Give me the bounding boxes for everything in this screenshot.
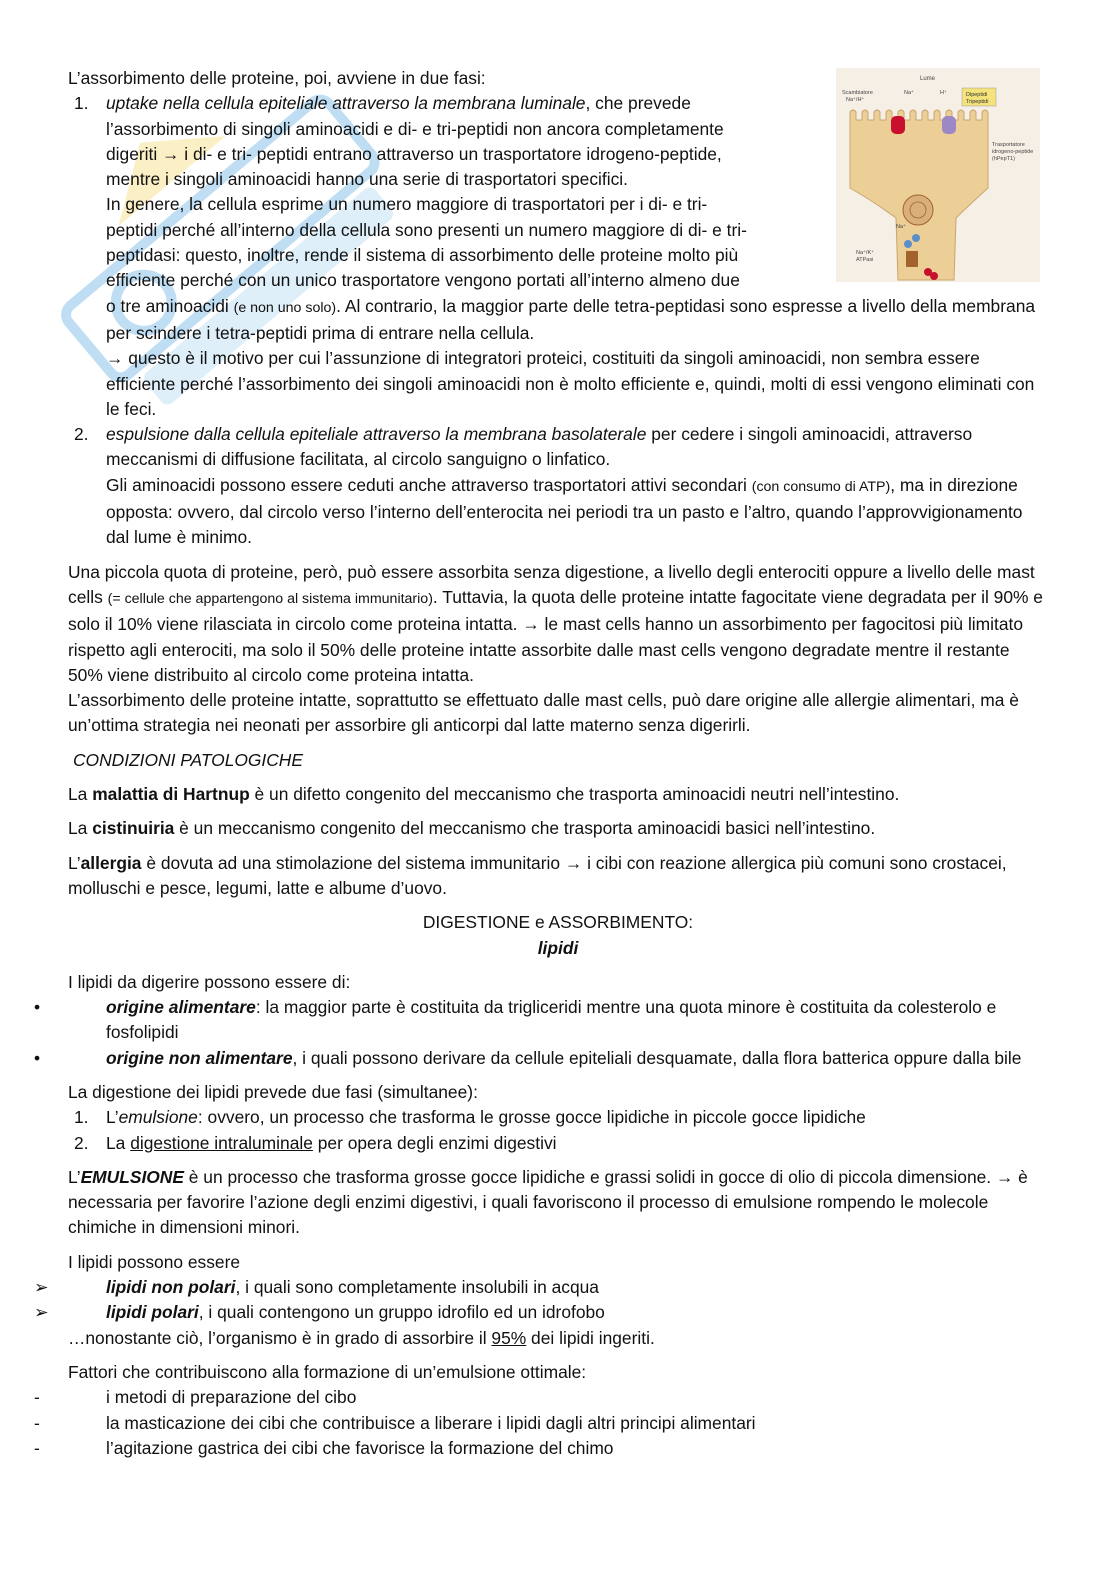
bullet-text: , i quali possono derivare da cellule epiteliali desquamate, dalla flora batterica oppure dalla bile (292, 1047, 1022, 1068)
item1-line: peptidasi: questo, inoltre, rende il sistema di assorbimento delle proteine molto più (106, 245, 739, 266)
section-heading-pathologies (68, 748, 1048, 773)
paragraph-text: è un meccanismo congenito del meccanismo che trasporta aminoacidi basici nell’intestino. (174, 818, 876, 839)
paragraph-text: . Tuttavia, la quota delle proteine intatte fagocitate viene degradata per il 90% e solo il 10% viene rilasciata in circolo come proteina intatta. → le mast cells hanno un assorbimento per fagocitosi più limitato rispetto agli enterociti, ma solo il 50% delle proteine intatte assorbite dalle mast cells vengono degradate mentre il restante 50% viene distribuito al circolo come proteina intatta. (68, 586, 1043, 685)
item-text: , i quali contengono un gruppo idrofilo ed un idrofobo (198, 1302, 605, 1323)
item2-text: Gli aminoacidi possono essere ceduti anche attraverso trasportatori attivi secondari (106, 474, 752, 495)
dash-bullet: - (34, 1412, 40, 1433)
paragraph-text: dei lipidi ingeriti. (526, 1327, 655, 1348)
label-trasportatore: Trasportatore (992, 142, 1025, 148)
paragraph-small-text: (= cellule che appartengono al sistema immunitario) (107, 590, 433, 607)
item1-text: o tre aminoacidi (106, 295, 234, 316)
paragraph-text: …nonostante ciò, l’organismo è in grado di assorbire il (68, 1327, 492, 1348)
item-text: i metodi di preparazione del cibo (106, 1387, 357, 1408)
item2-body (68, 473, 1048, 551)
item1-line: efficiente perché con un unico trasportatore vengono portati all’interno almeno due (106, 270, 740, 291)
underlined-percentage: 95% (491, 1327, 527, 1348)
label-scambiatore-ions: Na⁺/H⁺ (846, 97, 865, 103)
emulsion-paragraph (68, 1165, 1048, 1241)
paragraph-text: Una piccola quota di proteine, però, può essere assorbita senza digestione, a livello degli enterociti oppure a livello delle mast cells (68, 561, 1035, 607)
bold-term: cistinuiria (92, 818, 175, 839)
item-text: l’agitazione gastrica dei cibi che favorisce la formazione del chimo (106, 1437, 614, 1458)
section-title: DIGESTIONE e ASSORBIMENTO: (422, 912, 694, 933)
dash-bullet: - (34, 1387, 40, 1408)
list-item-2 (68, 422, 1048, 473)
item1-title: uptake nella cellula epiteliale attraverso la membrana luminale (106, 93, 586, 114)
paragraph-text: La (68, 784, 93, 805)
paragraph-text: L’ (68, 1166, 81, 1187)
bold-term: malattia di Hartnup (92, 784, 250, 805)
bold-term: lipidi polari (106, 1302, 199, 1323)
absorption-rate-line (68, 1326, 1048, 1351)
item1-title-rest: , che prevede (585, 93, 691, 114)
label-scambiatore: Scambiatore (842, 90, 873, 96)
item-text: per opera degli enzimi digestivi (312, 1132, 557, 1153)
list-item-1-line-1 (68, 91, 1048, 116)
item-text: , i quali sono completamente insolubili in acqua (235, 1277, 599, 1298)
bold-term: lipidi non polari (106, 1277, 236, 1298)
label-dipeptidi: Dipeptidi (966, 92, 988, 98)
item1-body (68, 117, 1048, 423)
item2-rest: per cedere i singoli aminoacidi, attraverso meccanismi di diffusione facilitata, al circolo sanguigno o linfatico. (106, 424, 973, 470)
label-atpasi: ATPasi (856, 257, 874, 263)
section-subtitle (68, 936, 1048, 961)
factors-intro: Fattori che contribuiscono alla formazione di un’emulsione ottimale: (68, 1361, 587, 1382)
item2-text: , ma in direzione opposta: ovvero, dal circolo verso l’interno dell’enterocita nei periodi tra un pasto e l’altro, quando l’approvvigionamento dal lume è minimo. (106, 474, 1023, 548)
item2-title: espulsione dalla cellula epiteliale attraverso la membrana basolaterale (106, 424, 647, 445)
paragraph-text: L’ (68, 852, 81, 873)
cistinuria-paragraph (68, 816, 1048, 841)
label-na-basal: Na⁺ (896, 224, 906, 230)
underlined-term: digestione intraluminale (130, 1132, 313, 1153)
arrow-item (34, 1300, 1048, 1325)
digestion-phases-intro: La digestione dei lipidi prevede due fasi (simultanee): (68, 1081, 478, 1102)
item1-paragraph (106, 294, 1048, 347)
hartnup-paragraph (68, 782, 1048, 807)
item-text: : ovvero, un processo che trasforma le grosse gocce lipidiche in piccole gocce lipidiche (197, 1107, 866, 1128)
item1-text: . Al contrario, la maggior parte delle tetra-peptidasi sono espresse a livello della membrana per scindere i tetra-peptidi prima di entrare nella cellula. (106, 295, 1036, 343)
lipid-types-intro: I lipidi possono essere (68, 1251, 241, 1272)
label-h-top: H⁺ (940, 90, 947, 96)
heading-text: CONDIZIONI PATOLOGICHE (73, 749, 303, 770)
item1-line: peptidi perché all’interno della cellula sono presenti un numero maggiore di di- e tri- (106, 219, 747, 240)
paragraph-text: è un difetto congenito del meccanismo che trasporta aminoacidi neutri nell’intestino. (249, 784, 900, 805)
lipids-intro: I lipidi da digerire possono essere di: (68, 971, 351, 992)
bullet-text: : la maggior parte è costituita da trigliceridi mentre una quota minore è costituita da colesterolo e fosfolipidi (106, 997, 997, 1043)
dash-item (34, 1385, 1048, 1410)
item-text: la masticazione dei cibi che contribuisce a liberare i lipidi dagli altri principi alimentari (106, 1412, 756, 1433)
label-idrogeno-peptide: idrogeno-peptide (992, 149, 1034, 155)
document-body (34, 66, 1048, 1461)
dash-item (34, 1411, 1048, 1436)
item-text: La (106, 1132, 131, 1153)
list-number: 2. (74, 1132, 89, 1153)
bullet-item (34, 1046, 1048, 1071)
item1-small-text: (e non uno solo) (233, 299, 337, 316)
list-number: 2. (74, 424, 89, 445)
bullet-icon: • (34, 1047, 41, 1068)
intro-paragraph: L’assorbimento delle proteine, poi, avviene in due fasi: (68, 68, 486, 88)
phase-item-1 (68, 1105, 1048, 1130)
dash-item (34, 1436, 1048, 1461)
bullet-icon: • (34, 997, 41, 1018)
allergy-origin-paragraph: L’assorbimento delle proteine intatte, soprattutto se effettuato dalle mast cells, può dare origine alle allergie alimentari, ma è un’ottima strategia nei neonati per assorbire gli anticorpi dal latte materno senza digerirli. (68, 690, 1019, 736)
paragraph-text: è un processo che trasforma grosse gocce lipidiche e grassi solidi in gocce di olio di piccola dimensione. → è necessaria per favorire l’azione degli enzimi digestivi, i quali favoriscono il processo di emulsione rompendo le molecole chimiche in dimensioni minori. (68, 1166, 1028, 1238)
list-number: 1. (74, 93, 89, 114)
label-na-k: Na⁺/K⁺ (856, 250, 875, 256)
item1-line: In genere, la cellula esprime un numero maggiore di trasportatori per i di- e tri- (106, 194, 708, 215)
label-tripeptidi: Tripeptidi (966, 99, 989, 105)
arrow-item (34, 1275, 1048, 1300)
list-number: 1. (74, 1107, 89, 1128)
arrow-bullet-icon: ➢ (34, 1302, 49, 1323)
arrow-bullet-icon: ➢ (34, 1277, 49, 1298)
phase-item-2 (68, 1131, 1048, 1156)
bold-term: origine alimentare (106, 997, 256, 1018)
item1-line: l’assorbimento di singoli aminoacidi e di- e tri-peptidi non ancora completamente (106, 118, 724, 139)
subtitle-text: lipidi (537, 937, 579, 958)
label-hpept1: (hPepT1) (992, 156, 1015, 162)
paragraph-text: è dovuta ad una stimolazione del sistema immunitario → i cibi con reazione allergica più comuni sono crostacei, molluschi e pesce, legumi, latte e albume d’uovo. (68, 852, 1007, 898)
item-text: L’ (106, 1107, 119, 1128)
allergy-paragraph (68, 851, 1048, 902)
dash-bullet: - (34, 1437, 40, 1458)
italic-term: emulsione (118, 1107, 198, 1128)
intact-protein-paragraph (68, 560, 1048, 688)
item2-paragraph (106, 473, 1048, 551)
bold-term: origine non alimentare (106, 1047, 293, 1068)
item1-note: → questo è il motivo per cui l’assunzione di integratori proteici, costituiti da singoli aminoacidi, non sembra essere efficiente perché l’assorbimento dei singoli aminoacidi non è molto efficiente e, quindi, molti di essi vengono eliminati con le feci. (106, 348, 1035, 419)
paragraph-text: La (68, 818, 93, 839)
item2-small-text: (con consumo di ATP) (751, 478, 891, 495)
bold-term: allergia (80, 852, 142, 873)
bold-term: EMULSIONE (80, 1166, 184, 1187)
item1-line: digeriti → i di- e tri- peptidi entrano attraverso un trasportatore idrogeno-peptide, (106, 143, 722, 164)
label-na-top: Na⁺ (904, 90, 914, 96)
bullet-item (34, 995, 1048, 1046)
label-lume: Lume (920, 76, 936, 82)
item1-line: mentre i singoli aminoacidi hanno una serie di trasportatori specifici. (106, 169, 628, 190)
